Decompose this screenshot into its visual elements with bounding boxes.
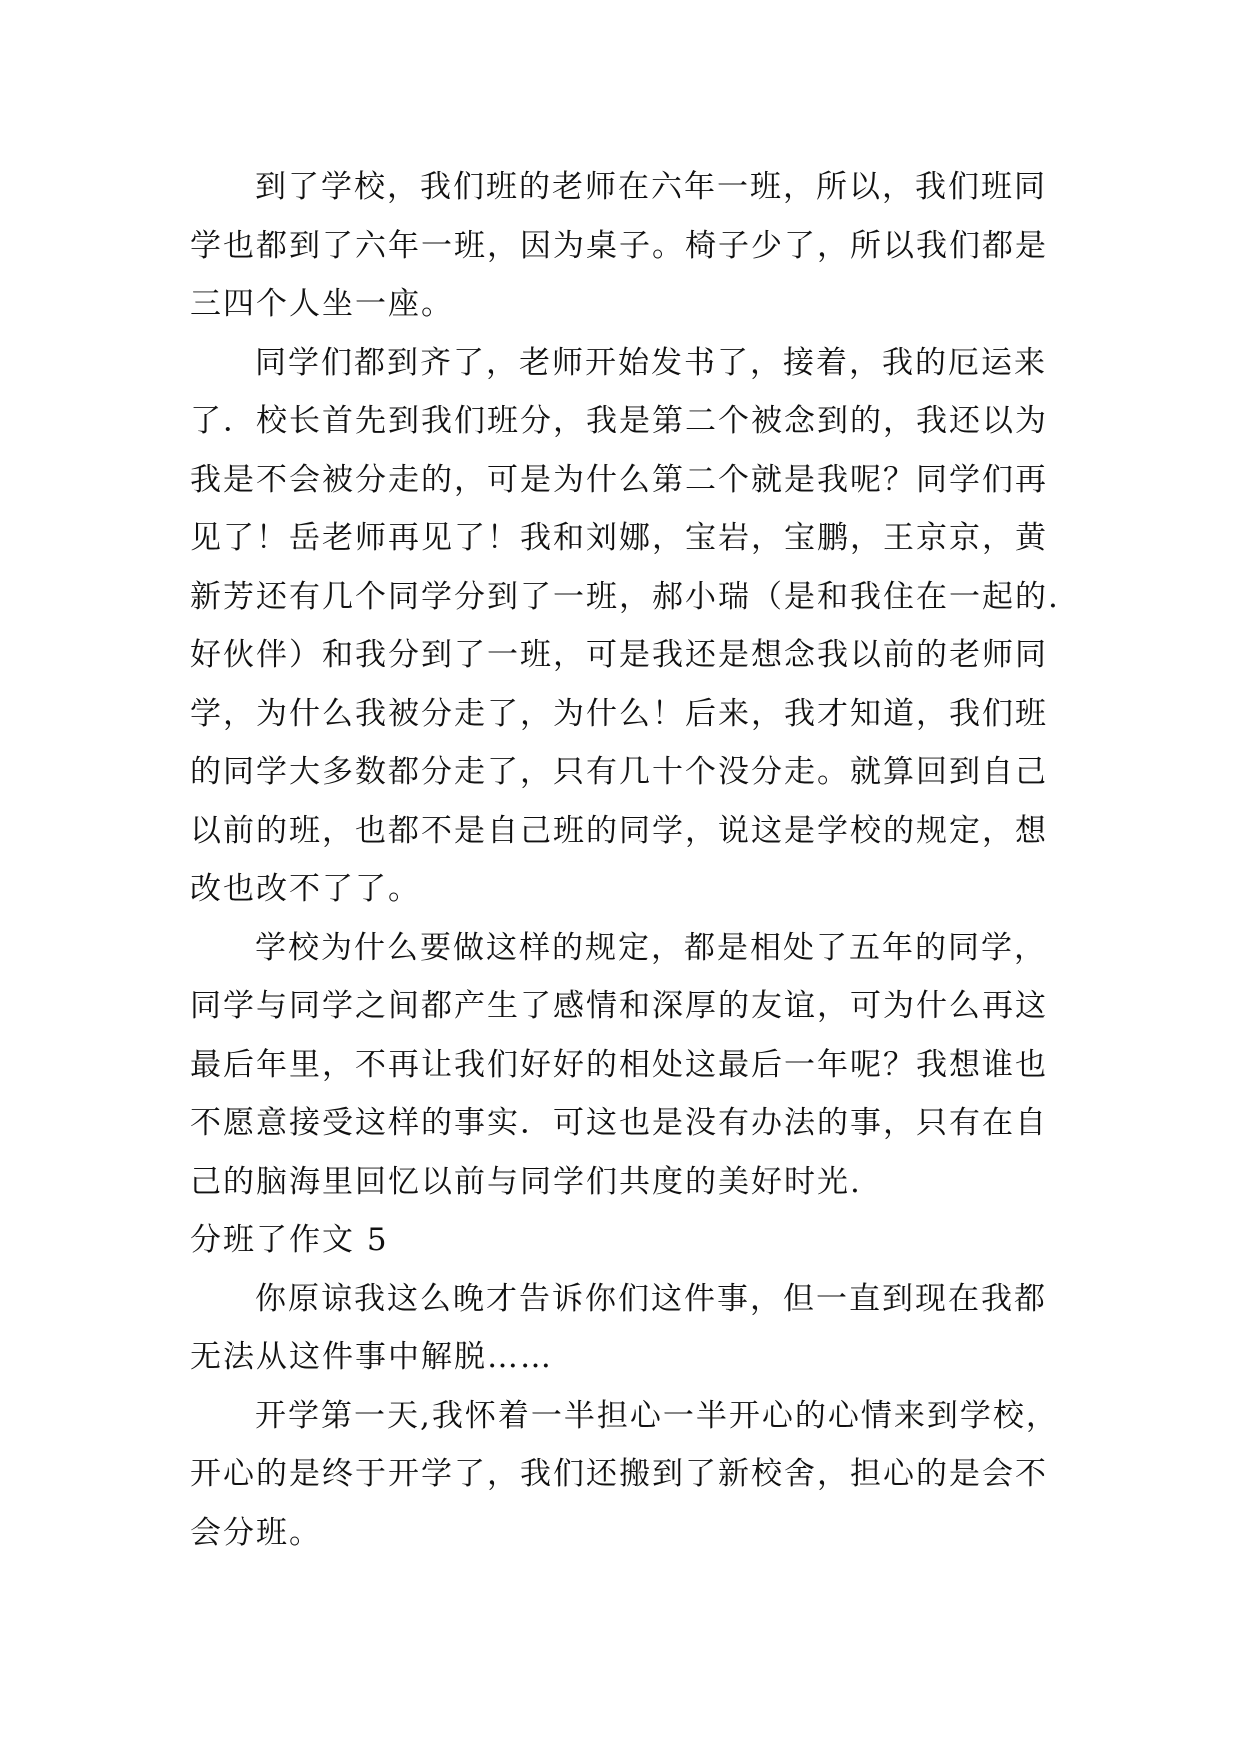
text-line: 你原谅我这么晚才告诉你们这件事，但一直到现在我都 [255,1280,1047,1317]
text-line: 学也都到了六年一班，因为桌子。椅子少了，所以我们都是 [190,227,1048,264]
paragraph-apology [190,1270,1050,1387]
text-line: 开心的是终于开学了，我们还搬到了新校舍，担心的是会不 [190,1456,1048,1492]
text-line: 的同学大多数都分走了，只有几十个没分走。就算回到自己 [190,754,1048,790]
text-line: 新芳还有几个同学分到了一班，郝小瑞（是和我住在一起的. [190,578,1060,615]
text-line: 以前的班，也都不是自己班的同学，说这是学校的规定，想 [190,812,1048,849]
text-line: 见了！岳老师再见了！我和刘娜，宝岩，宝鹏，王京京，黄 [190,520,1048,556]
text-line: 三四个人坐一座。 [190,286,454,322]
text-line: 最后年里，不再让我们好好的相处这最后一年呢？我想谁也 [190,1046,1048,1083]
document-body [190,158,1060,1562]
text-line: 会分班。 [190,1514,322,1551]
text-line: 到了学校，我们班的老师在六年一班，所以，我们班同 [255,169,1047,205]
paragraph-class-split [190,334,1060,919]
text-line: 同学与同学之间都产生了感情和深厚的友谊，可为什么再这 [190,988,1048,1024]
paragraph-first-day [190,1387,1059,1563]
text-line: 己的脑海里回忆以前与同学们共度的美好时光. [190,1163,862,1200]
text-line: 好伙伴）和我分到了一班，可是我还是想念我以前的老师同 [190,637,1048,673]
text-line: 同学们都到齐了，老师开始发书了，接着，我的厄运来 [255,344,1047,381]
text-line: 无法从这件事中解脱…… [190,1339,553,1375]
text-line: 我是不会被分走的，可是为什么第二个就是我呢？同学们再 [190,461,1048,498]
text-line: 开学第一天,我怀着一半担心一半开心的心情来到学校， [255,1397,1059,1434]
text-line: 学，为什么我被分走了，为什么！后来，我才知道，我们班 [190,695,1048,732]
text-line: 了．校长首先到我们班分，我是第二个被念到的，我还以为 [190,403,1048,439]
text-line: 不愿意接受这样的事实．可这也是没有办法的事，只有在自 [190,1105,1048,1141]
section-heading: 分班了作文 5 [190,1222,389,1258]
paragraph-arrival-at-school [190,158,1050,334]
text-line: 改也改不了了。 [190,871,421,907]
paragraph-school-rule [190,919,1050,1212]
text-line: 学校为什么要做这样的规定，都是相处了五年的同学， [255,929,1047,966]
